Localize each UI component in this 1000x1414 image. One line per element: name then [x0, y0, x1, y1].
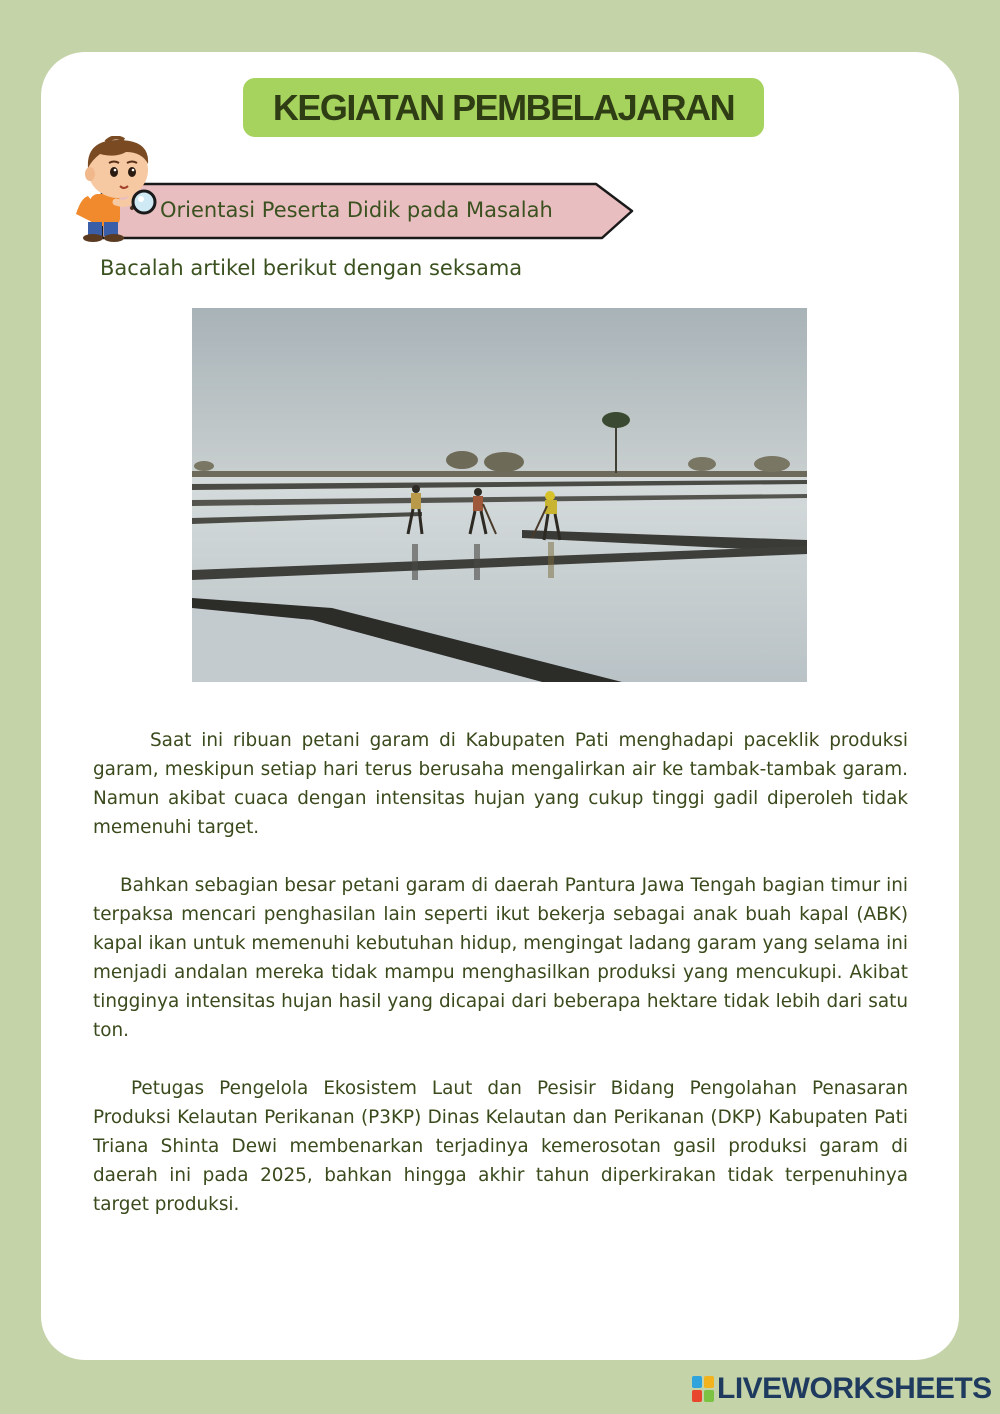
liveworksheets-brand: [692, 1372, 992, 1406]
article-paragraph-3: Petugas Pengelola Ekosistem Laut dan Pesisir Bidang Pengolahan Penasaran Produksi Kelautan Perikanan (P3KP) Dinas Kelautan dan Perikanan (DKP) Kabupaten Pati Triana Shinta Dewi membenarkan terjadinya kemerosotan gasil produksi garam di daerah ini pada 2025, bahkan hingga akhir tahun diperkirakan tidak terpenuhinya target produksi.: [93, 1078, 908, 1215]
instruction-text: Bacalah artikel berikut dengan seksama: [100, 256, 523, 280]
brand-name: LIVEWORKSHEETS: [717, 1372, 992, 1405]
article-paragraph-2: Bahkan sebagian besar petani garam di daerah Pantura Jawa Tengah bagian timur ini terpaksa mencari penghasilan lain seperti ikut bekerja sebagai anak buah kapal (ABK) kapal ikan untuk memenuhi kebutuhan hidup, mengingat ladang garam yang selama ini menjadi andalan mereka tidak mampu menghasilkan produksi yang mencukupi. Akibat tingginya intensitas hujan hasil yang dicapai dari beberapa hektare tidak lebih dari satu ton.: [93, 875, 909, 1041]
mascot-boy-magnifier-icon: [66, 136, 166, 244]
article-body: [93, 726, 908, 1248]
salt-farm-illustration: [192, 308, 807, 682]
page-title: KEGIATAN PEMBELAJARAN: [272, 86, 735, 128]
article-paragraph-1: Saat ini ribuan petani garam di Kabupaten Pati menghadapi paceklik produksi garam, meskipun setiap hari terus berusaha mengalirkan air ke tambak-tambak garam. Namun akibat cuaca dengan intensitas hujan yang cukup tinggi gadil diperoleh tidak memenuhi target.: [93, 730, 908, 838]
subtitle-label: Orientasi Peserta Didik pada Masalah: [160, 198, 553, 222]
subtitle-banner: [98, 182, 636, 242]
title-banner: [243, 78, 764, 137]
liveworksheets-logo-icon: [692, 1376, 714, 1402]
salt-farm-photo: [192, 308, 807, 682]
